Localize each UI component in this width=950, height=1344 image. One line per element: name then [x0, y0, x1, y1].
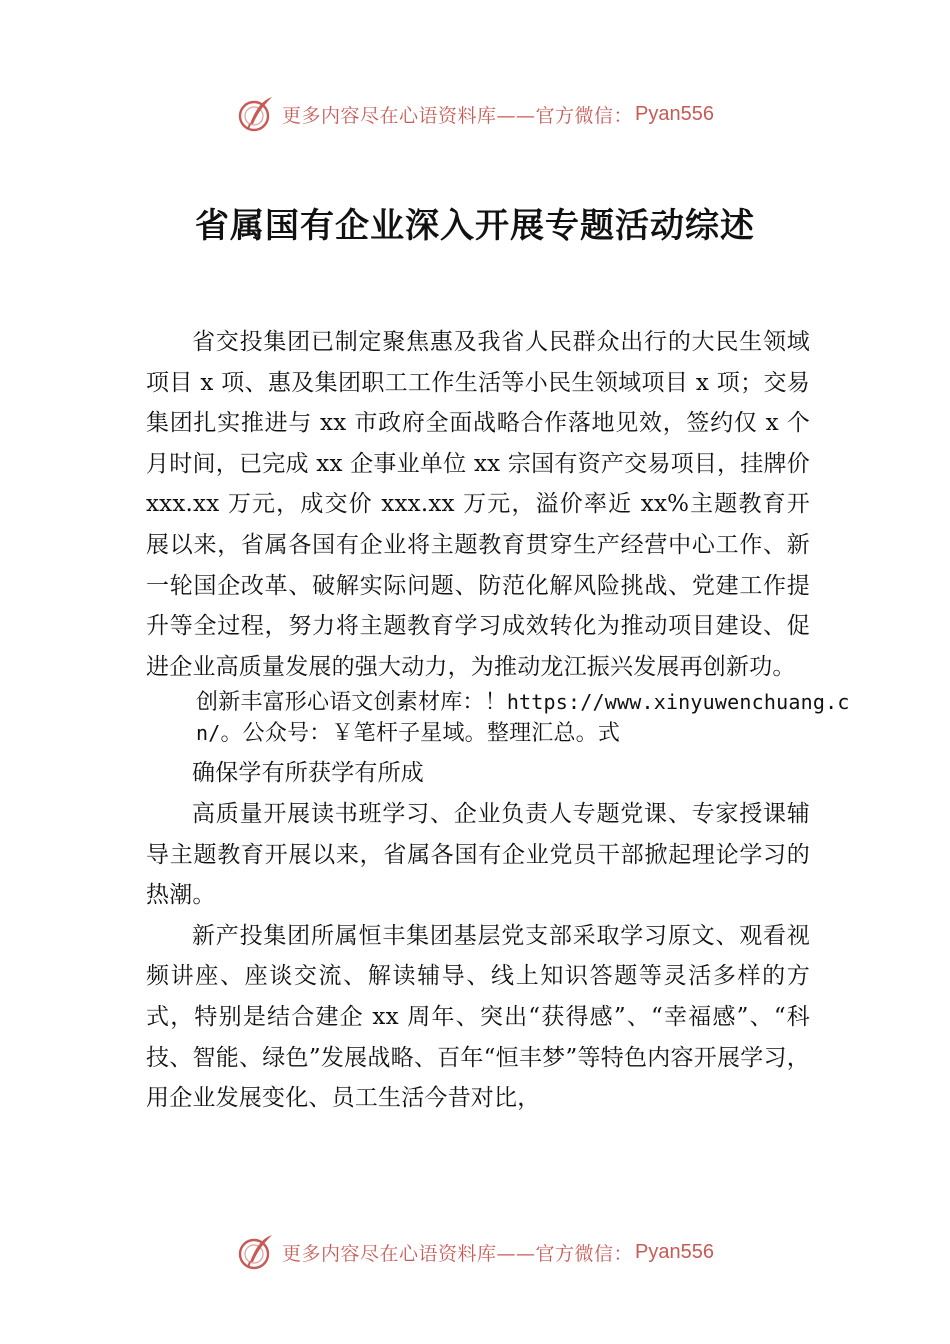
watermark-text: 更多内容尽在心语资料库——官方微信： [282, 1242, 634, 1265]
note-suffix: 。公众号：￥笔杆子星域。整理汇总。式 [220, 721, 621, 747]
subheading: 确保学有所获学有所成 [192, 760, 424, 787]
paragraph: 新产投集团所属恒丰集团基层党支部采取学习原文、观看视频讲座、座谈交流、解读辅导、线上知识答题等灵活多样的方式，特别是结合建企 xx 周年、突出“获得感”、“幸福感”、“科技、智能、绿色”发展战略、百年“恒丰梦”等特色内容开展学习，用企业发展变化、员工生活今昔对比， [146, 922, 810, 1112]
inserted-note [146, 687, 896, 749]
note-prefix: 创新丰富形心语文创素材库：！ [196, 690, 507, 716]
paragraph: 省交投集团已制定聚焦惠及我省人民群众出行的大民生领域项目 x 项、惠及集团职工工作生活等小民生领域项目 x 项；交易集团扎实推进与 xx 市政府全面战略合作落地见效，签约仅 x 个月时间，已完成 xx 企事业单位 xx 宗国有资产交易项目，挂牌价 xxx.xx 万元，成交价 xxx.xx 万元，溢价率近 xx%主题教育开展以来，省属各国有企业将主题教育贯穿生产经营中心工作、新一轮国企改革、破解实际问题、防范化解风险挑战、党建工作提升等全过程，努力将主题教育学习成效转化为推动项目建设、促进企业高质量发展的强大动力，为推动龙江振兴发展再创新功。 [146, 329, 810, 680]
quill-pen-logo-icon [236, 1232, 276, 1272]
document-body [146, 322, 850, 1119]
watermark-account: Pyan556 [635, 1240, 714, 1263]
footer-watermark [0, 1230, 950, 1274]
document-title: 省属国有企业深入开展专题活动综述 [195, 206, 755, 246]
quill-pen-logo-icon [236, 94, 276, 134]
header-watermark [0, 92, 950, 136]
note-url-link[interactable]: https://www.xinyuwenchuang.cn/ [196, 690, 850, 746]
watermark-text: 更多内容尽在心语资料库——官方微信： [282, 104, 634, 127]
watermark-account: Pyan556 [635, 102, 714, 125]
paragraph: 高质量开展读书班学习、企业负责人专题党课、专家授课辅导主题教育开展以来，省属各国有企业党员干部掀起理论学习的热潮。 [146, 800, 810, 909]
